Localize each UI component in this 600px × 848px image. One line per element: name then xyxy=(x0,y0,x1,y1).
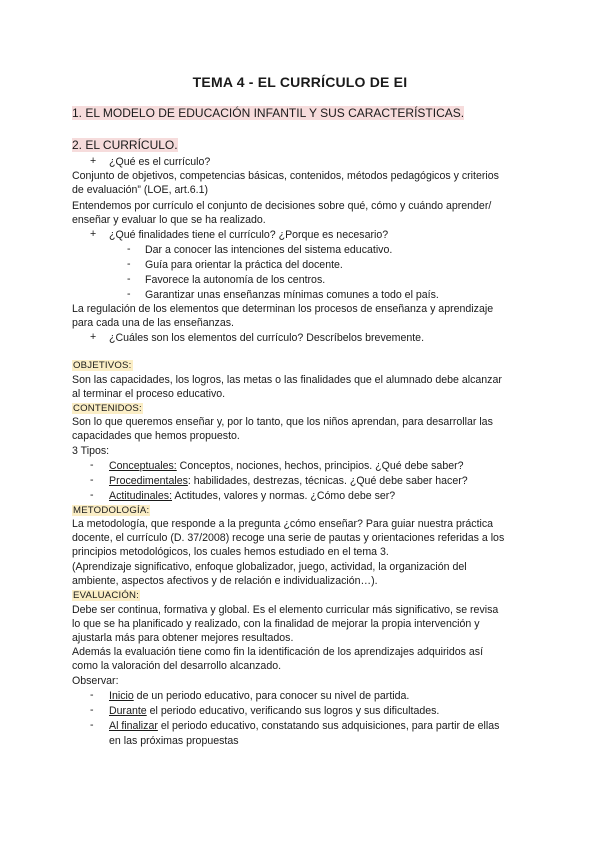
dash-bullet: - xyxy=(127,258,131,270)
metodologia-heading: METODOLOGÍA: xyxy=(73,505,150,516)
plus-bullet: + xyxy=(90,155,97,167)
paragraph-line: lo que se ha planificado y realizado, con la finalidad de mejorar la propia intervención y xyxy=(72,618,480,630)
section-heading-2: 2. EL CURRÍCULO. xyxy=(72,138,178,152)
paragraph-line: docente, el currículo (D. 37/2008) recoge una serie de pautas y orientaciones referidas a los xyxy=(72,532,505,544)
content-type-item: Procedimentales: habilidades, destrezas, técnicas. ¿Qué debe saber hacer? xyxy=(109,475,468,487)
paragraph-line: La regulación de los elementos que determinan los procesos de enseñanza y aprendizaje xyxy=(72,303,494,315)
objetivos-heading: OBJETIVOS: xyxy=(73,360,132,371)
contenidos-heading: CONTENIDOS: xyxy=(73,403,142,414)
dash-bullet: - xyxy=(90,689,94,701)
paragraph-line: Entendemos por currículo el conjunto de decisiones sobre qué, cómo y cuándo aprender/ xyxy=(72,200,492,212)
dash-bullet: - xyxy=(127,243,131,255)
paragraph-line: Además la evaluación tiene como fin la identificación de los aprendizajes adquiridos así xyxy=(72,646,484,658)
paragraph-line: Son las capacidades, los logros, las metas o las finalidades que el alumnado debe alcanzar xyxy=(72,374,502,386)
question-1: ¿Qué es el currículo? xyxy=(109,156,211,168)
paragraph-line: ajustarla más para obtener mejores resultados. xyxy=(72,632,294,644)
plus-bullet: + xyxy=(90,331,97,343)
purpose-item: Dar a conocer las intenciones del sistema educativo. xyxy=(145,244,393,256)
purpose-item: Garantizar unas enseñanzas mínimas comunes a todo el país. xyxy=(145,289,439,301)
paragraph-line: (Aprendizaje significativo, enfoque globalizador, juego, actividad, la organización del xyxy=(72,561,467,573)
paragraph-line: en las próximas propuestas xyxy=(109,735,239,747)
dash-bullet: - xyxy=(127,273,131,285)
paragraph-line: Son lo que queremos enseñar y, por lo tanto, que los niños aprendan, para desarrollar las xyxy=(72,416,493,428)
paragraph-line: como la valoración del desarrollo alcanzado. xyxy=(72,660,282,672)
paragraph-line: Conjunto de objetivos, competencias básicas, contenidos, métodos pedagógicos y criterios xyxy=(72,170,499,182)
dash-bullet: - xyxy=(90,704,94,716)
dash-bullet: - xyxy=(90,474,94,486)
paragraph-line: capacidades que hemos propuesto. xyxy=(72,430,240,442)
paragraph-line: Debe ser continua, formativa y global. Es el elemento curricular más significativo, se revisa xyxy=(72,604,499,616)
evaluation-moment-item: Inicio de un periodo educativo, para conocer su nivel de partida. xyxy=(109,690,410,702)
dash-bullet: - xyxy=(127,288,131,300)
paragraph-line: 3 Tipos: xyxy=(72,445,110,457)
paragraph-line: La metodología, que responde a la pregunta ¿cómo enseñar? Para guiar nuestra práctica xyxy=(72,518,494,530)
purpose-item: Favorece la autonomía de los centros. xyxy=(145,274,326,286)
paragraph-line: para cada una de las enseñanzas. xyxy=(72,317,234,329)
dash-bullet: - xyxy=(90,459,94,471)
dash-bullet: - xyxy=(90,719,94,731)
purpose-item: Guía para orientar la práctica del docente. xyxy=(145,259,343,271)
question-3: ¿Cuáles son los elementos del currículo? Descríbelos brevemente. xyxy=(109,332,425,344)
paragraph-line: al terminar el proceso educativo. xyxy=(72,388,226,400)
evaluacion-heading: EVALUACIÓN: xyxy=(73,590,139,601)
paragraph-line: principios metodológicos, los cuales hemos estudiado en el tema 3. xyxy=(72,546,389,558)
paragraph-line: Observar: xyxy=(72,675,119,687)
evaluation-moment-item: Durante el periodo educativo, verificando sus logros y sus dificultades. xyxy=(109,705,440,717)
section-heading-1: 1. EL MODELO DE EDUCACIÓN INFANTIL Y SUS CARACTERÍSTICAS. xyxy=(72,106,465,120)
page-title: TEMA 4 - EL CURRÍCULO DE EI xyxy=(192,74,408,90)
paragraph-line: ambiente, aspectos afectivos y de relación e individualización…). xyxy=(72,575,378,587)
paragraph-line: de evaluación” (LOE, art.6.1) xyxy=(72,184,209,196)
content-type-item: Actitudinales: Actitudes, valores y normas. ¿Cómo debe ser? xyxy=(109,490,396,502)
evaluation-moment-item: Al finalizar el periodo educativo, constatando sus adquisiciones, para partir de ellas xyxy=(109,720,500,732)
plus-bullet: + xyxy=(90,228,97,240)
paragraph-line: enseñar y evaluar lo que se ha realizado. xyxy=(72,214,266,226)
content-type-item: Conceptuales: Conceptos, nociones, hechos, principios. ¿Qué debe saber? xyxy=(109,460,464,472)
question-2: ¿Qué finalidades tiene el currículo? ¿Porque es necesario? xyxy=(109,229,389,241)
dash-bullet: - xyxy=(90,489,94,501)
